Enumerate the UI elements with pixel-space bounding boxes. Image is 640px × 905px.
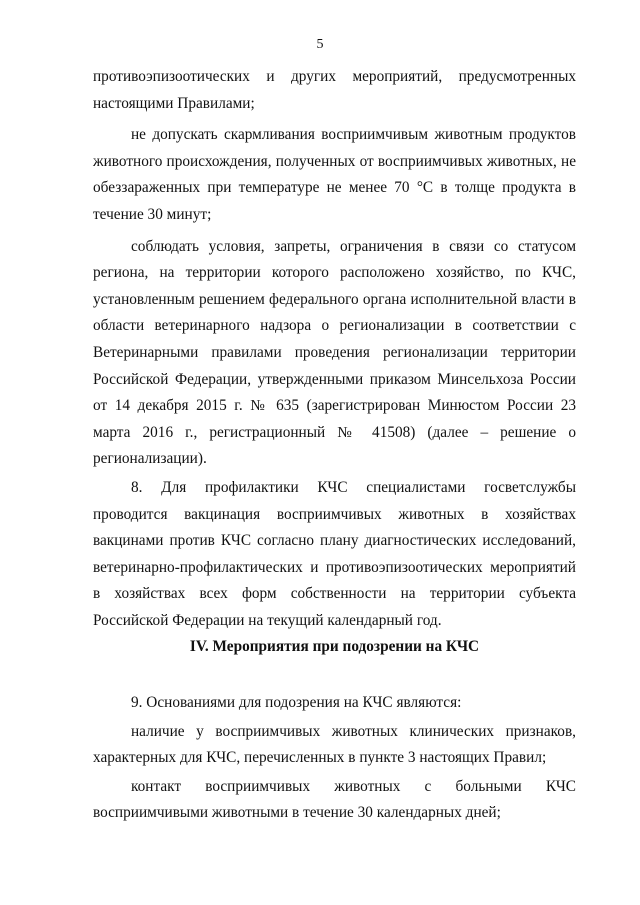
section-heading: IV. Мероприятия при подозрении на КЧС xyxy=(189,638,480,655)
paragraph-regional-restrictions: соблюдать условия, запреты, ограничения в связи со статусом региона, на территории которого расположено хозяйство, по КЧС, установленным решением федерального органа исполнительной власти в области ветеринарного надзора о регионализации в соответствии с Ветеринарными правилами проведения регионализации территории Российской Федерации, утвержденными приказом Минсельхоза России от 14 декабря 2015 г. № 635 (зарегистрирован Минюстом России 23 марта 2016 г., регистрационный № 41508) (далее – решение о регионализации). xyxy=(93,237,576,468)
document-body xyxy=(93,64,576,634)
paragraph-contact: контакт восприимчивых животных с больными КЧС восприимчивыми животными в течение 30 календарных дней; xyxy=(93,777,576,822)
paragraph-item-8-vaccination: 8. Для профилактики КЧС специалистами госветслужбы проводится вакцинация восприимчивых животных в хозяйствах вакцинами против КЧС согласно плану диагностических исследований, ветеринарно-профилактических и противоэпизоотических мероприятий в хозяйствах всех форм собственности на территории субъекта Российской Федерации на текущий календарный год. xyxy=(93,478,576,629)
paragraph-item-9: 9. Основаниями для подозрения на КЧС являются: xyxy=(131,694,462,711)
paragraph-feeding-ban: не допускать скармливания восприимчивым животным продуктов животного происхождения, полученных от восприимчивых животных, не обеззараженных при температуре не менее 70 °С в толще продукта в течение 30 минут; xyxy=(93,126,576,223)
paragraph-continuation: противоэпизоотических и других мероприятий, предусмотренных настоящими Правилами; xyxy=(93,68,576,112)
section-body xyxy=(93,690,576,827)
paragraph-clinical-signs: наличие у восприимчивых животных клинических признаков, характерных для КЧС, перечисленных в пункте 3 настоящих Правил; xyxy=(93,722,576,767)
page-number: 5 xyxy=(316,37,324,52)
